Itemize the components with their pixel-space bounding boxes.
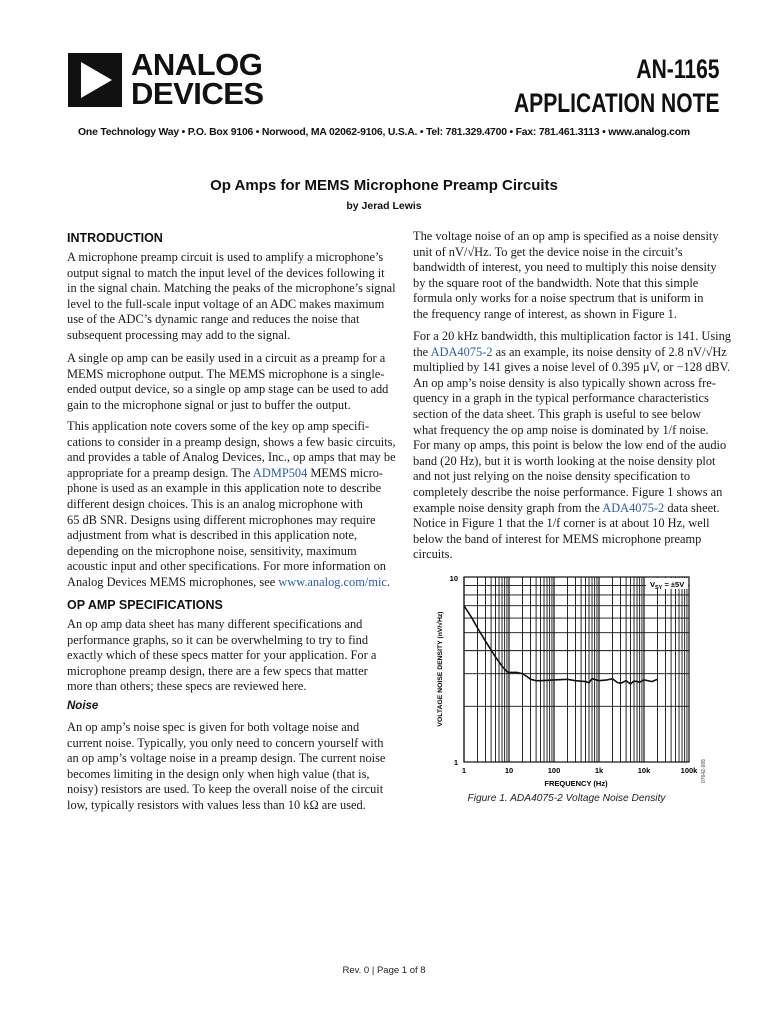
x-tick-label: 10 bbox=[504, 766, 514, 775]
text-line: in the signal chain. Matching the peaks of the microphone’s signal bbox=[67, 281, 396, 296]
text-line: microphone preamp design, there are a few specs that matter bbox=[67, 663, 368, 678]
text-line: Notice in Figure 1 that the 1/f corner is at about 10 Hz, well bbox=[413, 516, 710, 531]
text-line: phone is used as an example in this application note to describe bbox=[67, 481, 382, 496]
text-line: An op amp data sheet has many different specifications and bbox=[67, 617, 363, 631]
text-line: A microphone preamp circuit is used to amplify a microphone’s bbox=[67, 250, 384, 264]
text-line: section of the data sheet. This graph is useful to see below bbox=[413, 406, 702, 421]
figure-caption: Figure 1. ADA4075-2 Voltage Noise Density bbox=[467, 793, 666, 804]
text-line: the frequency range of interest, as shown in Figure 1. bbox=[413, 306, 677, 321]
author: by Jerad Lewis bbox=[346, 200, 422, 212]
text-line: current noise. Typically, you only need to concern yourself with bbox=[67, 735, 384, 750]
intro-paragraph-3 bbox=[67, 419, 396, 591]
text-line: unit of nV/√Hz. To get the device noise in the circuit’s bbox=[413, 244, 683, 259]
legend-label: $V_{SY} = \pm 5V$ bbox=[650, 580, 685, 591]
text-line: adjustment from what is described in this application note, bbox=[67, 528, 358, 543]
text-line: bandwidth of interest, you need to multiply this noise density bbox=[413, 260, 717, 275]
text-line: A single op amp can be easily used in a circuit as a preamp for a bbox=[67, 351, 386, 365]
text-line: Analog Devices MEMS microphones, see www.analog.com/mic. bbox=[67, 574, 391, 589]
text-line: circuits. bbox=[413, 547, 453, 562]
text-line: and provides a table of Analog Devices, Inc., op amps that may be bbox=[67, 450, 396, 465]
text-line: what frequency the op amp noise is dominated by 1/f noise. bbox=[413, 422, 709, 437]
logo-line-1: ANALOG bbox=[131, 47, 263, 82]
text-line: An op amp’s noise density is also typically shown across fre- bbox=[413, 375, 716, 390]
text-line: acoustic input and other specifications. For more information on bbox=[67, 559, 386, 574]
company-address: One Technology Way • P.O. Box 9106 • Norwood, MA 02062-9106, U.S.A. • Tel: 781.329.4700 • Fax: 781.461.3113 • www.analog.com bbox=[78, 127, 690, 138]
text-line: formula only works for a noise spectrum that is uniform in bbox=[413, 291, 704, 306]
text-line: For many op amps, this point is below the low end of the audio bbox=[413, 438, 727, 453]
text-line: an op amp’s voltage noise in a preamp design. The current noise bbox=[67, 751, 386, 766]
figure-code: 07642-005 bbox=[701, 759, 707, 783]
text-line: output signal to match the input level of the devices following it bbox=[67, 265, 385, 280]
intro-paragraph-2 bbox=[67, 351, 388, 413]
text-line: This application note covers some of the key op amp specifi- bbox=[67, 419, 370, 433]
text-line: use of the ADC’s dynamic range and reduces the noise that bbox=[67, 312, 360, 327]
text-line: example noise density graph from the ADA4075-2 data sheet. bbox=[413, 500, 720, 515]
x-tick-label: 100 bbox=[547, 766, 561, 775]
x-tick-label: 1k bbox=[594, 766, 604, 775]
heading-op-amp-specifications: OP AMP SPECIFICATIONS bbox=[67, 598, 223, 612]
link[interactable]: www.analog.com/mic bbox=[278, 574, 387, 589]
text-line: subsequent processing may add to the signal. bbox=[67, 327, 291, 342]
text-line: the ADA4075-2 as an example, its noise density of 2.8 nV/√Hz bbox=[413, 344, 727, 359]
text-line: different design choices. This is an analog microphone with bbox=[67, 496, 363, 511]
logo-line-2: DEVICES bbox=[131, 76, 264, 111]
text-line: level to the full-scale input voltage of an ADC makes maximum bbox=[67, 296, 385, 311]
link[interactable]: ADA4075-2 bbox=[602, 500, 665, 515]
y-tick-label: 10 bbox=[449, 574, 458, 583]
doc-type: APPLICATION NOTE bbox=[514, 88, 720, 118]
subheading-noise: Noise bbox=[67, 700, 99, 712]
right-paragraph-1 bbox=[413, 229, 719, 323]
intro-paragraph-1 bbox=[67, 250, 396, 344]
text-line: completely describe the noise performance. Figure 1 shows an bbox=[413, 484, 723, 499]
x-axis-label: FREQUENCY (Hz) bbox=[544, 779, 608, 788]
text-line: quency in a graph in the typical performance characteristics bbox=[413, 391, 709, 406]
y-axis-label: VOLTAGE NOISE DENSITY (nV/√Hz) bbox=[437, 611, 444, 727]
text-line: noisy) resistors are used. To keep the overall noise of the circuit bbox=[67, 782, 384, 797]
x-tick-label: 1 bbox=[461, 766, 467, 775]
page-footer: Rev. 0 | Page 1 of 8 bbox=[342, 965, 426, 976]
text-line: and not just relying on the noise density specification to bbox=[413, 469, 691, 484]
text-line: cations to consider in a preamp design, shows a few basic circuits, bbox=[67, 434, 396, 449]
text-line: gain to the microphone signal or just to buffer the output. bbox=[67, 397, 351, 412]
text-line: band (20 Hz), but it is worth looking at the noise density plot bbox=[413, 453, 716, 468]
text-line: low, typically resistors with values less than 10 kΩ are used. bbox=[67, 797, 366, 812]
text-line: ended output device, so a single op amp stage can be used to add bbox=[67, 382, 389, 397]
text-line: becomes limiting in the design only when high value (that is, bbox=[67, 766, 370, 781]
x-tick-label: 10k bbox=[637, 766, 651, 775]
text-line: below the band of interest for MEMS microphone preamp bbox=[413, 531, 702, 546]
document-id bbox=[514, 52, 720, 120]
text-line: multiplied by 141 gives a noise level of 0.395 μV, or −128 dBV. bbox=[413, 360, 731, 375]
right-paragraph-2 bbox=[413, 329, 731, 563]
y-tick-label: 1 bbox=[453, 758, 458, 767]
text-line: MEMS microphone output. The MEMS microphone is a single- bbox=[67, 366, 385, 381]
specs-paragraph-1 bbox=[67, 617, 376, 695]
x-tick-label: 100k bbox=[680, 766, 698, 775]
company-logo-text bbox=[131, 47, 264, 111]
text-line: appropriate for a preamp design. The ADMP504 MEMS micro- bbox=[67, 465, 384, 480]
series-line bbox=[464, 606, 658, 684]
text-line: more than others; these specs are reviewed here. bbox=[67, 679, 307, 694]
text-line: An op amp’s noise spec is given for both voltage noise and bbox=[67, 720, 360, 734]
text-line: by the square root of the bandwidth. Note that this simple bbox=[413, 275, 699, 290]
document-title: Op Amps for MEMS Microphone Preamp Circuits bbox=[210, 177, 558, 194]
text-line: For a 20 kHz bandwidth, this multiplication factor is 141. Using bbox=[413, 329, 731, 343]
text-line: performance graphs, so it can be overwhelming to try to find bbox=[67, 632, 369, 647]
analog-devices-logo-mark bbox=[68, 53, 122, 107]
link[interactable]: ADA4075-2 bbox=[430, 344, 493, 359]
text-line: depending on the microphone noise, sensitivity, maximum bbox=[67, 543, 357, 558]
text-line: exactly which of these specs matter for your application. For a bbox=[67, 648, 377, 663]
link[interactable]: ADMP504 bbox=[252, 465, 308, 480]
text-line: The voltage noise of an op amp is specified as a noise density bbox=[413, 229, 719, 243]
text-line: 65 dB SNR. Designs using different microphones may require bbox=[67, 512, 376, 527]
noise-density-chart bbox=[420, 568, 720, 790]
doc-number: AN-1165 bbox=[636, 54, 720, 84]
noise-paragraph-1 bbox=[67, 720, 385, 814]
plot-frame bbox=[464, 577, 689, 762]
heading-introduction: INTRODUCTION bbox=[67, 231, 163, 245]
